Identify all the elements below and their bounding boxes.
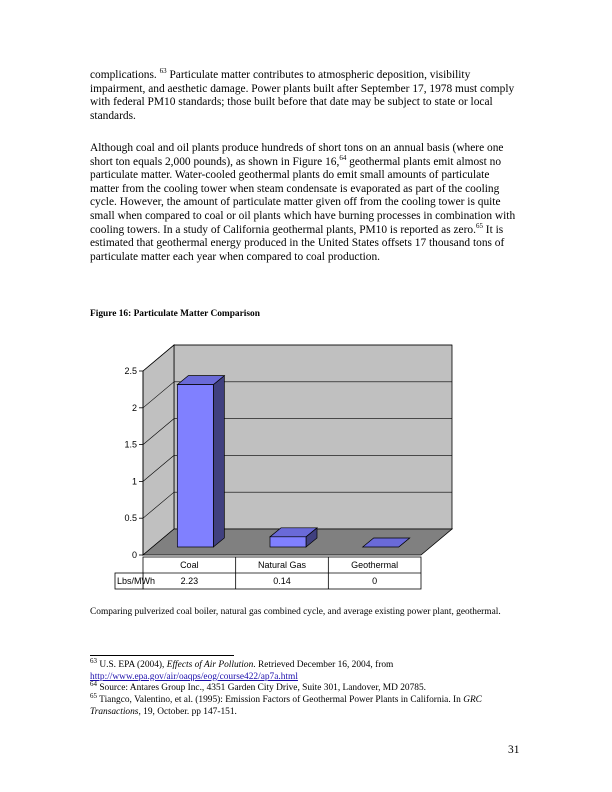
- footnote-63-title: Effects of Air Pollution: [166, 660, 254, 670]
- footnote-ref-63[interactable]: 63: [159, 67, 167, 76]
- y-tick-label-0: 0: [131, 550, 137, 560]
- footnote-ref-64[interactable]: 64: [339, 153, 347, 162]
- body-paragraph-2: [90, 142, 520, 264]
- footnote-63: [90, 656, 530, 683]
- footnote-64-number: 64: [90, 679, 97, 688]
- table-category-2: Geothermal: [351, 560, 399, 570]
- para1-text-start: complications.: [90, 69, 157, 81]
- bar-coal: [177, 376, 224, 547]
- footnote-separator: [90, 655, 234, 656]
- footnote-65-text: Tiangco, Valentino, et al. (1995): Emission Factors of Geothermal Power Plants in California. In: [97, 695, 464, 705]
- particulate-matter-chart: [80, 335, 560, 597]
- table-category-0: Coal: [180, 560, 199, 570]
- para1-text-end: Particulate matter contributes to atmospheric deposition, visibility impairment, and aesthetic damage. Power plants built after September 17, 1978 must comply with federal PM10 standards; those built before that date may be subject to state or local standards.: [90, 69, 515, 122]
- footnote-65-journal: GRC Transactions: [90, 695, 482, 717]
- y-tick-label-1: 0.5: [124, 513, 137, 524]
- table-value-1: 0.14: [273, 576, 291, 586]
- bar-front: [270, 537, 306, 547]
- page-number: 31: [508, 744, 520, 756]
- para2-text-start: Although coal and oil plants produce hundreds of short tons on an annual basis (where one short ton equals 2,000 pounds), as shown in Figure 16,: [90, 142, 504, 168]
- para2-text-end: It is estimated that geothermal energy produced in the United States offsets 17 thousand tons of particulate matter each year when compared to coal production.: [90, 223, 505, 263]
- footnote-ref-65[interactable]: 65: [475, 221, 483, 230]
- y-axis-ticks: [124, 366, 143, 560]
- table-series-label: Lbs/MWh: [117, 576, 156, 586]
- footnote-63-number: 63: [90, 656, 97, 665]
- y-tick-label-5: 2.5: [124, 366, 137, 376]
- para2-text-middle: geothermal plants emit almost no particulate matter. Water-cooled geothermal plants do emit small amounts of particulate matter from the cooling tower when steam condensate is evaporated as part of the cooling cycle. However, the amount of particulate matter given off from the cooling tower is quite small when compared to coal or oil plants which have burning processes in combination with cooling towers. In a study of California geothermal plants, PM10 is reported as zero.: [90, 155, 516, 236]
- footnote-63-text: U.S. EPA (2004),: [97, 660, 167, 670]
- bar-side: [213, 376, 224, 547]
- footnote-64-text: Source: Antares Group Inc., 4351 Garden City Drive, Suite 301, Landover, MD 20785.: [97, 683, 426, 693]
- chart-side-wall: [143, 345, 174, 555]
- table-value-0: 2.23: [180, 576, 199, 586]
- footnote-65-text-end: , 19, October. pp 147-151.: [138, 706, 237, 717]
- y-tick-label-3: 1.5: [124, 439, 137, 450]
- bar-natural-gas: [270, 528, 317, 547]
- table-category-1: Natural Gas: [257, 560, 307, 570]
- figure-caption: Figure 16: Particulate Matter Comparison: [90, 309, 260, 319]
- chart-data-table: [115, 557, 421, 589]
- y-tick-label-2: 1: [131, 476, 137, 487]
- y-tick-label-4: 2: [131, 402, 137, 413]
- bar-front: [177, 385, 213, 547]
- footnote-63-text-end: . Retrieved December 16, 2004, from: [253, 660, 394, 670]
- footnote-65: [90, 691, 530, 718]
- figure-note: Comparing pulverized coal boiler, natural gas combined cycle, and average existing power plant, geothermal.: [90, 607, 501, 617]
- table-value-2: 0: [372, 576, 378, 586]
- body-paragraph-1: [90, 69, 520, 123]
- footnote-63-link[interactable]: http://www.epa.gov/air/oaqps/eog/course422/ap7a.html: [90, 671, 298, 682]
- footnote-65-number: 65: [90, 691, 97, 700]
- footnote-64: [90, 679, 530, 695]
